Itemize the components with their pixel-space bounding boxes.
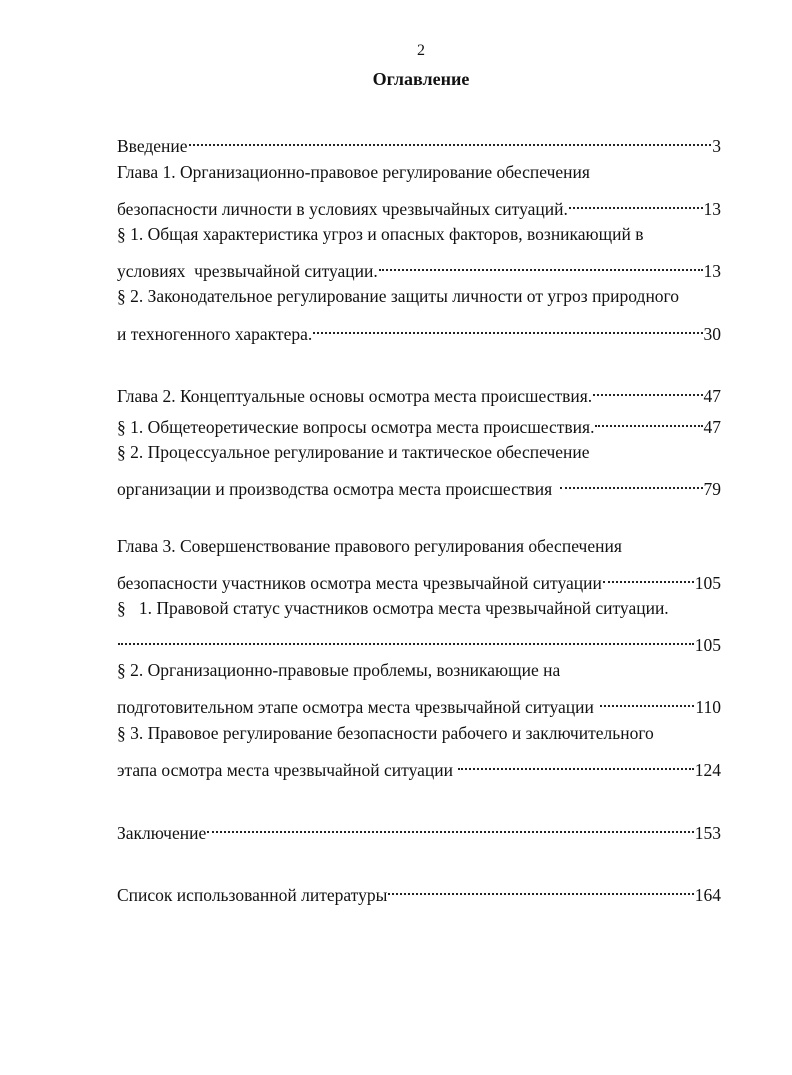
- toc-entry-ch3-section-3-line1[interactable]: [117, 721, 721, 745]
- dot-leader: [118, 627, 694, 651]
- toc-entry-label: подготовительном этапе осмотра места чрезвычайной ситуации: [117, 697, 594, 717]
- page-number: 2: [417, 42, 425, 59]
- toc-page-number: 124: [694, 760, 721, 780]
- toc-entry-label: § 1. Общетеоретические вопросы осмотра места происшествия.: [117, 417, 595, 437]
- dot-leader: [189, 128, 712, 152]
- toc-page-number: 3: [712, 136, 721, 156]
- toc-entry-label: этапа осмотра места чрезвычайной ситуации: [117, 760, 453, 780]
- toc-entry-ch2-section-2-line2[interactable]: [117, 471, 721, 499]
- dot-leader: [603, 565, 694, 589]
- toc-page-number: 105: [694, 573, 721, 593]
- toc-entry-ch2-section-2-line1[interactable]: [117, 440, 721, 464]
- toc-entry-conclusion[interactable]: [117, 815, 721, 843]
- toc-entry-chapter-1-line2[interactable]: [117, 191, 721, 219]
- dot-leader: [458, 752, 694, 776]
- dot-leader: [388, 877, 693, 901]
- toc-entry-label: Глава 2. Концептуальные основы осмотра места происшествия.: [117, 386, 593, 406]
- toc-entry-introduction[interactable]: [117, 128, 721, 156]
- toc-entry-label: § 3. Правовое регулирование безопасности рабочего и заключительного: [117, 723, 654, 743]
- toc-entry-ch2-section-1[interactable]: [117, 409, 721, 437]
- toc-entry-chapter-3-line1[interactable]: [117, 534, 721, 558]
- toc-entry-ch1-section-2-line2[interactable]: [117, 316, 721, 344]
- dot-leader: [313, 316, 702, 340]
- toc-entry-label: и техногенного характера.: [117, 324, 313, 344]
- toc-page-number: 47: [703, 386, 721, 406]
- dot-leader: [379, 253, 703, 277]
- toc-entry-label: безопасности личности в условиях чрезвычайных ситуаций.: [117, 199, 568, 219]
- toc-entry-ch3-section-1-line2[interactable]: [117, 627, 721, 655]
- dot-leader: [595, 409, 702, 433]
- toc-entry-label: § 2. Организационно-правовые проблемы, возникающие на: [117, 660, 561, 680]
- dot-leader: [569, 191, 703, 215]
- toc-entry-ch3-section-2-line2[interactable]: [117, 689, 721, 717]
- dot-leader: [207, 815, 694, 839]
- toc-entry-label: Глава 1. Организационно-правовое регулирование обеспечения: [117, 162, 590, 182]
- toc-page-number: 47: [703, 417, 721, 437]
- toc-entry-ch1-section-1-line2[interactable]: [117, 253, 721, 281]
- toc-entry-label: Заключение: [117, 823, 207, 843]
- toc-entry-label: § 2. Процессуальное регулирование и тактическое обеспечение: [117, 442, 590, 462]
- toc-entry-ch3-section-3-line2[interactable]: [117, 752, 721, 780]
- toc-entry-label: Список использованной литературы: [117, 885, 388, 905]
- toc-entry-bibliography[interactable]: [117, 877, 721, 905]
- toc-entry-label: безопасности участников осмотра места чрезвычайной ситуации: [117, 573, 602, 593]
- toc-entry-chapter-3-line2[interactable]: [117, 565, 721, 593]
- toc-entry-ch1-section-1-line1[interactable]: [117, 222, 721, 246]
- toc-page-number: 110: [695, 697, 721, 717]
- toc-entry-label: Глава 3. Совершенствование правового регулирования обеспечения: [117, 536, 622, 556]
- toc-page-number: 13: [703, 199, 721, 219]
- toc-entry-chapter-1-line1[interactable]: [117, 160, 721, 184]
- toc-page-number: 153: [694, 823, 721, 843]
- toc-entry-chapter-2[interactable]: [117, 378, 721, 406]
- toc-entry-label: § 1. Общая характеристика угроз и опасных факторов, возникающий в: [117, 224, 644, 244]
- page-title: Оглавление: [372, 69, 470, 89]
- dot-leader: [600, 689, 695, 713]
- toc-entry-ch3-section-1-line1[interactable]: [117, 596, 721, 620]
- toc-entry-label: условиях чрезвычайной ситуации.: [117, 261, 378, 281]
- toc-entry-label: Введение: [117, 136, 188, 156]
- toc-entry-ch1-section-2-line1[interactable]: [117, 284, 721, 308]
- toc-page-number: 13: [703, 261, 721, 281]
- toc-entry-label: § 1. Правовой статус участников осмотра места чрезвычайной ситуации.: [117, 598, 669, 618]
- dot-leader: [593, 378, 702, 402]
- toc-page-number: 30: [703, 324, 721, 344]
- toc-entry-label: организации и производства осмотра места происшествия: [117, 479, 553, 499]
- toc-page-number: 105: [694, 635, 721, 655]
- toc-page-number: 79: [703, 479, 721, 499]
- toc-entry-label: § 2. Законодательное регулирование защиты личности от угроз природного: [117, 286, 680, 306]
- toc-entry-ch3-section-2-line1[interactable]: [117, 658, 721, 682]
- toc-page-number: 164: [694, 885, 721, 905]
- dot-leader: [560, 471, 702, 495]
